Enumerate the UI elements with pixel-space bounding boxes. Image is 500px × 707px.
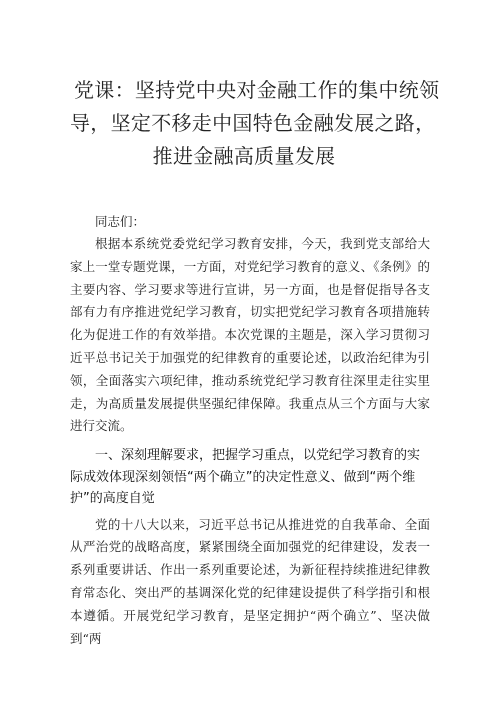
body-paragraph-2: 党的十八大以来，习近平总书记从推进党的自我革命、全面从严治党的战略高度，紧紧围绕全面加强党的纪律建设，发表一系列重要讲话、作出一系列重要论述，为新征程持续推进纪律教育常态化、突出严的基调深化党的纪律建设提供了科学指引和根本遵循。开展党纪学习教育，是坚定拥护“两个确立”、坚决做到“两 (70, 516, 430, 646)
title-line-1: 党课：坚持党中央对金融工作的集中统领 (74, 78, 440, 102)
document-title (70, 74, 440, 173)
salutation: 同志们： (95, 214, 146, 229)
body-paragraph-1: 根据本系统党委党纪学习教育安排，今天，我到党支部给大家上一堂专题党课，一方面，对党纪学习教育的意义、《条例》的主要内容、学习要求等进行宣讲，另一方面，也是督促指导各支部有力有序推进党纪学习教育，切实把党纪学习教育各项措施转化为促进工作的有效举措。本次党课的主题是，深入学习贯彻习近平总书记关于加强党的纪律教育的重要论述，以政治纪律为引领，全面落实六项纪律，推动系统党纪学习教育往深里走往实里走，为高质量发展提供坚强纪律保障。我重点从三个方面与大家进行交流。 (70, 236, 430, 434)
title-line-3: 推进金融高质量发展 (152, 144, 336, 168)
title-line-2: 导，坚定不移走中国特色金融发展之路， (70, 111, 436, 135)
section-heading-1: 一、深刻理解要求，把握学习重点，以党纪学习教育的实际成效体现深刻领悟“两个确立”的决定性意义、做到“两个维护”的高度自觉 (70, 448, 421, 507)
